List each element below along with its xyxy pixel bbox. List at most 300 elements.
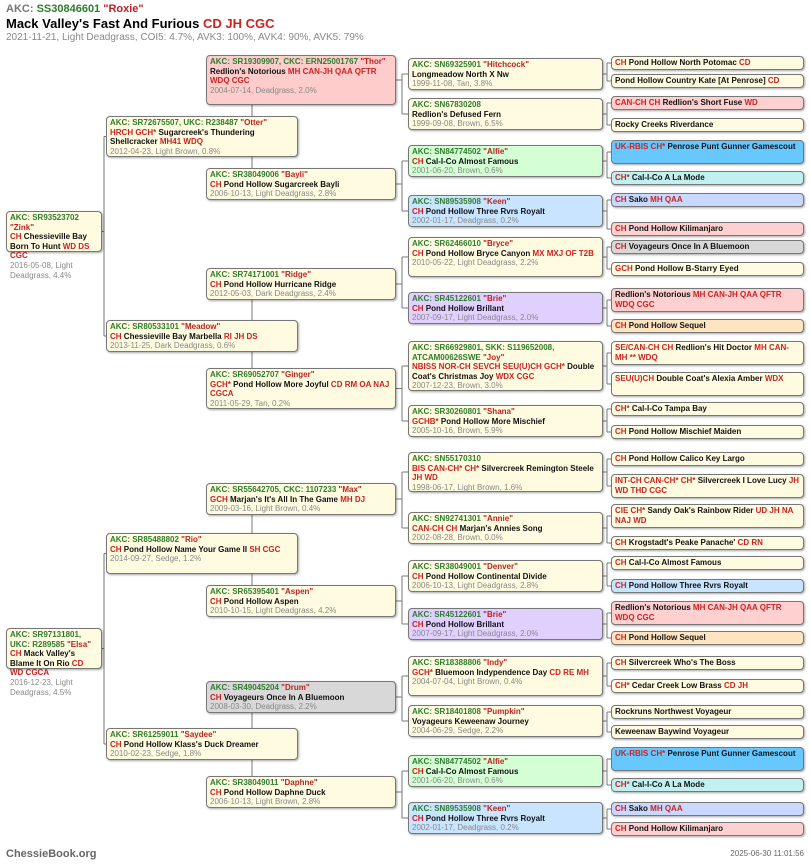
title-suffix: CD RE MH [549,667,589,677]
title-prefix: GCH* [412,667,433,677]
dog-name-line [210,788,392,798]
dog-card-pond-hollow-three-rvrs-royalt[interactable] [611,579,804,593]
dog-name-line [110,128,294,147]
dog-card-voyageurs-keweenaw-journey[interactable] [408,705,603,737]
dog-name-line [210,180,392,190]
dog-card-pond-hollow-bryce-canyon[interactable] [408,237,603,277]
title-suffix: UD JH NA NAJ WD [615,506,794,525]
dog-card-silvercreek-remington-steele[interactable] [408,452,603,492]
title-prefix: CH [615,195,627,204]
registration-number: AKC: SR61259011 [110,730,179,739]
dog-name[interactable]: Pond Hollow Sequel [628,633,706,642]
dog-name[interactable]: Penrose Punt Gunner Gamescout [667,749,796,758]
dog-name-line [210,380,392,399]
call-name: "Brie" [483,610,507,619]
registration [110,322,294,332]
dog-name[interactable]: Marjan's It's All In The Game [230,494,338,504]
dog-name-line [412,304,599,314]
title-prefix: CH [615,538,627,547]
call-name: "Indy" [483,658,508,667]
title-prefix: CIE CH* [615,506,646,515]
dog-card-redlion-s-notorious[interactable] [206,55,396,105]
title-suffix: MH CAN-JH QAA QFTR WDQ CGC [615,603,782,622]
dog-name[interactable]: Sugarcreek's Thundering Shellcracker [110,127,255,147]
dog-name[interactable]: Voyageurs Once In A Bluemoon [628,242,750,251]
dog-name-line [615,427,800,437]
dog-name[interactable]: Keweenaw Baywind Voyageur [615,727,730,736]
dog-name[interactable]: Redlion's Defused Fern [412,109,502,119]
subject-titles: CD JH CGC [202,16,275,31]
dog-name[interactable]: Cal-I-Co A La Mode [631,780,705,789]
dog-card-cal-i-co-a-la-mode[interactable] [611,778,804,792]
title-prefix: CH [615,427,627,436]
title-prefix: CH [210,279,222,289]
dog-name[interactable]: Pond Hollow Three Rvrs Royalt [425,813,545,823]
dog-card-redlion-s-hit-doctor[interactable] [611,341,804,365]
dog-name[interactable]: Double Coat's Christmas Joy [412,362,595,381]
dog-name[interactable]: Pond Hollow Three Rvrs Royalt [628,581,748,590]
registration [210,370,392,380]
dog-card-sandy-oak-s-rainbow-rider[interactable] [611,504,804,528]
dog-name[interactable]: Chessieville Bay Born To Hunt [10,232,87,251]
dog-name[interactable]: Pond Hollow Mischief Maiden [628,427,742,436]
registration [412,294,599,304]
dog-info: 2011-05-29, Tan, 0.2% [210,398,291,408]
dog-name[interactable]: Pond Hollow North Potomac [628,58,737,67]
title-prefix: CH [412,571,424,581]
title-suffix: MH CAN-JH QAA QFTR WDQ CGC [210,66,377,86]
title-suffix: WD [744,98,758,107]
registration [110,118,294,128]
dog-name-line [615,538,800,548]
dog-name[interactable]: Pond Hollow Three Rvrs Royalt [425,206,545,216]
dog-name[interactable]: Pond Hollow B-Starry Eyed [635,264,739,273]
dog-card-cal-i-co-tampa-bay[interactable] [611,402,804,416]
dog-name[interactable]: Pond Hollow Brillant [425,303,505,313]
dog-name[interactable]: Pond Hollow Bryce Canyon [425,248,531,258]
dog-card-silvercreek-i-love-lucy[interactable] [611,474,804,498]
dog-name[interactable]: Cal-I-Co Almost Famous [425,766,519,776]
registration-number: AKC: SR38049011 [210,778,279,787]
dog-name-line [615,558,800,568]
title-suffix: JH WD THD CGC [615,476,800,495]
title-prefix: CH [10,649,22,659]
dog-card-redlion-s-notorious[interactable] [611,601,804,625]
dog-name-line [615,404,800,414]
title-prefix: CH [210,692,222,702]
title-suffix: MH QAA [650,195,683,204]
dog-name-line [615,98,800,108]
dog-card-rocky-creeks-riverdance[interactable] [611,118,804,132]
title-prefix: CH [615,824,627,833]
dog-name[interactable]: Pond Hollow Kilimanjaro [628,824,724,833]
call-name: "Daphne" [280,778,318,787]
registration [412,804,599,814]
dog-name-line [615,581,800,591]
title-prefix: CH* [615,681,630,690]
title-prefix: CH* [615,780,630,789]
dog-name[interactable]: Pond Hollow Sugarcreek Bayli [223,179,340,189]
registration [210,57,392,67]
title-prefix: CH [615,633,627,642]
call-name: "Saydee" [180,730,217,739]
dog-info: 2006-10-13, Light Brown, 2.8% [210,797,321,807]
registration-number: AKC: SN92741301 [412,514,481,523]
title-prefix: GCH* [210,379,231,389]
dog-name-line [210,693,392,703]
dog-name-line [412,767,599,777]
dog-card-redlion-s-short-fuse[interactable] [611,96,804,110]
dog-name[interactable]: Cal-I-Co Almost Famous [628,558,722,567]
title-prefix: HRCH GCH* [110,127,157,137]
dog-name-line [615,321,800,331]
dog-card-cal-i-co-almost-famous[interactable] [611,556,804,570]
title-prefix: CH [110,739,122,749]
title-prefix: CH [615,58,627,67]
dog-name[interactable]: Silvercreek Who's The Boss [628,658,736,667]
dog-name-line [615,603,800,622]
registration-number: AKC: SR74171001 [210,270,279,279]
registration-number: AKC: SR55642705, CKC: 1107233 [210,485,337,494]
subject-name: Mack Valley's Fast And Furious [6,16,200,31]
dog-name-line [615,242,800,252]
dog-card-pond-hollow-sequel[interactable] [611,319,804,333]
dog-name-line [615,749,800,759]
dog-card-pond-hollow-three-rvrs-royalt[interactable] [408,195,603,227]
dog-card-pond-hollow-north-potomac[interactable] [611,56,804,70]
dog-card-bluemoon-indypendence-day[interactable] [408,656,603,696]
dog-name[interactable]: Pond Hollow Kilimanjaro [628,224,724,233]
registration-number: AKC: SR80533101 [110,322,179,331]
dog-name-line [615,454,800,464]
dog-name[interactable]: Chessieville Bay Marbella [123,331,222,341]
title-prefix: UK-RBIS CH* [615,142,666,151]
dog-name-line [615,173,800,183]
dog-name[interactable]: Rocky Creeks Riverdance [615,120,714,129]
call-name: "Denver" [483,562,518,571]
title-suffix: WD DS CGC [10,241,90,261]
registration [210,270,392,280]
dog-info: 2002-08-28, Brown, 0.0% [412,533,503,543]
dog-info: 2016-05-08, Light Deadgrass, 4.4% [10,260,73,280]
dog-name-line [412,464,599,483]
title-suffix: CD WD CGCA [10,658,84,678]
dog-name[interactable]: Pond Hollow Sequel [628,321,706,330]
dog-card-penrose-punt-gunner-gamescout[interactable] [611,140,804,164]
title-prefix: CH [110,331,122,341]
dog-name-line [10,232,98,261]
dog-name-line [615,374,800,384]
dog-card-pond-hollow-klass-s-duck-dreamer[interactable] [106,728,298,760]
title-prefix: INT-CH CAN-CH* CH* [615,476,696,485]
dog-name-line [615,780,800,790]
registration [412,147,599,157]
dog-card-cal-i-co-almost-famous[interactable] [408,145,603,177]
dog-card-redlion-s-defused-fern[interactable] [408,98,603,130]
registration [412,757,599,767]
site-footer[interactable]: ChessieBook.org [6,848,97,860]
title-prefix: CH [210,179,222,189]
dog-card-cedar-creek-low-brass[interactable] [611,679,804,693]
dog-card-pond-hollow-sugarcreek-bayli[interactable] [206,168,396,200]
dog-card-double-coat-s-christmas-joy[interactable] [408,341,603,391]
dog-name[interactable]: Pond Hollow Country Kate [At Penrose] [615,76,766,85]
dog-name-line [615,727,800,737]
dog-name-line [412,110,599,120]
dog-name-line [412,814,599,824]
title-prefix: NBISS NOR-CH SEVCH SEU(U)CH GCH* [412,362,565,372]
dog-name-line [412,207,599,217]
dog-name-line [210,67,392,86]
dog-name-line [412,417,599,427]
dog-card-sugarcreek-s-thundering-shellcracker[interactable] [106,116,298,157]
title-suffix: MH CAN-MH ** WDQ [615,343,789,362]
registration-number: AKC: SR93523702 [10,213,79,222]
dog-card-pond-hollow-daphne-duck[interactable] [206,776,396,808]
dog-name[interactable]: Krogstadt's Peake Panache' [628,538,736,547]
dog-name[interactable]: Sako [628,804,648,813]
dog-info: 1999-09-08, Brown, 6.5% [412,119,503,129]
dog-info: 2010-05-22, Light Deadgrass, 2.2% [412,258,539,268]
dog-name[interactable]: Pond Hollow Brillant [425,619,505,629]
dog-name[interactable]: Cal-I-Co A La Mode [631,173,705,182]
dog-card-pond-hollow-kilimanjaro[interactable] [611,222,804,236]
dog-info: 2008-03-30, Deadgrass, 2.2% [210,702,317,712]
dog-card-pond-hollow-b-starry-eyed[interactable] [611,262,804,276]
dog-name-line [615,343,800,362]
registration [110,730,294,740]
dog-card-pond-hollow-sequel[interactable] [611,631,804,645]
registration [110,535,294,545]
dog-card-pond-hollow-calico-key-largo[interactable] [611,452,804,466]
dog-info: 2009-03-16, Light Brown, 0.4% [210,504,321,514]
dog-name[interactable]: Marjan's Annies Song [459,523,543,533]
dog-card-mack-valley-s-blame-it-on-rio[interactable] [6,628,102,697]
title-prefix: CH [615,224,627,233]
registry-label: AKC: [6,3,34,15]
dog-name[interactable]: Pond Hollow Daphne Duck [223,787,326,797]
dog-card-chessieville-bay-born-to-hunt[interactable] [6,211,102,280]
dog-info: 2016-12-23, Light Deadgrass, 4.5% [10,677,73,697]
call-name: "Zink" [10,222,35,232]
dog-name-line [615,290,800,309]
dog-name[interactable]: Pond Hollow Calico Key Largo [628,454,745,463]
subject-info: 2021-11-21, Light Deadgrass, COI5: 4.7%, AVK3: 100%, AVK4: 90%, AVK5: 79% [6,32,364,43]
dog-info: 2007-09-17, Light Deadgrass, 2.0% [412,313,539,323]
dog-card-sako[interactable] [611,802,804,816]
dog-card-chessieville-bay-marbella[interactable] [106,320,298,352]
registration-number: SS30846601 [36,3,101,15]
title-suffix: WDX CGC [495,371,535,381]
dog-card-pond-hollow-brillant[interactable] [408,608,603,640]
registration-number: AKC: SR72675507, UKC: R238487 [110,118,239,127]
call-name: "Shana" [483,407,515,416]
dog-name[interactable]: Redlion's Hit Doctor [675,343,753,352]
dog-card-pond-hollow-country-kate-at-penrose[interactable] [611,74,804,88]
dog-card-redlion-s-notorious[interactable] [611,288,804,312]
call-name: "Elsa" [66,639,91,649]
title-suffix: MH DJ [340,494,366,504]
registration [412,60,599,70]
dog-name[interactable]: Silvercreek Remington Steele [481,463,594,473]
registration [210,778,392,788]
dog-name-line [412,620,599,630]
dog-name[interactable]: Mack Valley's Blame It On Rio [10,649,76,668]
title-suffix: CD RN [737,538,763,547]
dog-name[interactable]: Sako [628,195,648,204]
dog-name[interactable]: Cal-I-Co Almost Famous [425,156,519,166]
call-name: "Otter" [240,118,267,127]
registration [412,562,599,572]
dog-card-pond-hollow-kilimanjaro[interactable] [611,822,804,836]
call-name: "Alfie" [483,147,509,156]
title-prefix: CH [615,454,627,463]
dog-card-pond-hollow-more-mischief[interactable] [408,405,603,437]
call-name: "Joy" [483,352,505,362]
dog-card-keweenaw-baywind-voyageur[interactable] [611,725,804,739]
registration-number: AKC: SR45122601 [412,610,481,619]
call-name: "Roxie" [103,3,144,15]
dog-name[interactable]: Redlion's Notorious [615,603,691,612]
title-prefix: CH* [615,404,630,413]
title-prefix: CH [210,787,222,797]
dog-name[interactable]: Redlion's Notorious [615,290,691,299]
dog-info: 2007-09-17, Light Deadgrass, 2.0% [412,629,539,639]
registration-number: AKC: SN89535908 [412,197,481,206]
dog-name[interactable]: Double Coat's Alexia Amber [656,374,763,383]
dog-name-line [10,649,98,678]
call-name: "Aspen" [281,587,314,596]
registration-number: AKC: SR66929801, SKK: S119652008, ATCAM00626SWE [412,343,555,362]
registration-number: AKC: SR18388806 [412,658,481,667]
registration-number: AKC: SN84774502 [412,757,481,766]
registration [412,197,599,207]
dog-name[interactable]: Cal-I-Co Tampa Bay [631,404,707,413]
call-name: "Keen" [483,804,511,813]
dog-name[interactable]: Sandy Oak's Rainbow Rider [647,506,754,515]
dog-name-line [615,120,800,130]
registration-number: AKC: SR97131801, UKC: R289585 [10,630,82,649]
dog-name[interactable]: Pond Hollow Aspen [223,596,299,606]
dog-name-line [412,524,599,534]
title-suffix: MH41 WDQ [159,137,203,147]
title-prefix: SEU(U)CH [615,374,655,383]
call-name: "Annie" [483,514,513,523]
dog-card-pond-hollow-continental-divide[interactable] [408,560,603,592]
dog-card-sako[interactable] [611,193,804,207]
title-prefix: CH [412,206,424,216]
dog-name-line [615,681,800,691]
dog-name[interactable]: Pond Hollow Name Your Game II [123,544,248,554]
dog-card-voyageurs-once-in-a-bluemoon[interactable] [611,240,804,254]
call-name: "Bayli" [281,170,308,179]
title-prefix: CH [110,544,122,554]
registration [412,707,599,717]
title-prefix: BIS CAN-CH* CH* [412,463,480,473]
dog-card-penrose-punt-gunner-gamescout[interactable] [611,747,804,771]
call-name: "Rio" [181,535,202,544]
dog-info: 2004-06-29, Sedge, 2.2% [412,726,504,736]
dog-name-line [412,362,599,381]
dog-name-line [615,804,800,814]
dog-card-rockruns-northwest-voyageur[interactable] [611,705,804,719]
dog-card-pond-hollow-brillant[interactable] [408,292,603,324]
dog-name-line [110,332,294,342]
dog-card-cal-i-co-a-la-mode[interactable] [611,171,804,185]
dog-name[interactable]: Bluemoon Indypendence Day [435,667,548,677]
call-name: "Ridge" [281,270,311,279]
registration-number: AKC: SN55170310 [412,454,481,463]
title-prefix: CH [210,596,222,606]
dog-card-pond-hollow-more-joyful[interactable] [206,368,396,409]
title-prefix: CH [615,658,627,667]
dog-card-krogstadt-s-peake-panache[interactable] [611,536,804,550]
dog-card-marjan-s-annies-song[interactable] [408,512,603,544]
dog-name[interactable]: Voyageurs Once In A Bluemoon [223,692,345,702]
dog-name-line [110,545,294,555]
dog-name[interactable]: Pond Hollow More Joyful [233,379,329,389]
dog-name[interactable]: Penrose Punt Gunner Gamescout [667,142,796,151]
dog-name[interactable]: Pond Hollow Continental Divide [425,571,547,581]
dog-card-double-coat-s-alexia-amber[interactable] [611,372,804,396]
dog-card-pond-hollow-mischief-maiden[interactable] [611,425,804,439]
dog-name[interactable]: Pond Hollow More Mischief [440,416,545,426]
dog-name[interactable]: Silvercreek I Love Lucy [697,476,787,485]
registration [412,454,599,464]
dog-card-pond-hollow-name-your-game-ii[interactable] [106,533,298,574]
dog-info: 2013-11-25, Dark Deadgrass, 0.6% [110,341,236,351]
dog-name-line [615,824,800,834]
call-name: "Keen" [483,197,511,206]
dog-name-line [412,157,599,167]
dog-name[interactable]: Rockruns Northwest Voyageur [615,707,732,716]
registration-number: AKC: SR85488802 [110,535,179,544]
dog-name-line [412,572,599,582]
registration [10,630,98,649]
dog-card-silvercreek-who-s-the-boss[interactable] [611,656,804,670]
dog-info: 1998-06-17, Light Brown, 1.6% [412,482,523,492]
dog-card-marjan-s-it-s-all-in-the-game[interactable] [206,483,396,515]
dog-name[interactable]: Redlion's Notorious [210,66,286,76]
registration [412,343,599,362]
title-suffix: CD [767,76,780,85]
title-prefix: UK-RBIS CH* [615,749,666,758]
dog-name[interactable]: Voyageurs Keweenaw Journey [412,716,529,726]
dog-info: 2005-10-16, Brown, 5.9% [412,426,503,436]
call-name: "Alfie" [483,757,509,766]
title-prefix: CH [615,581,627,590]
dog-name[interactable]: Pond Hollow Klass's Duck Dreamer [123,739,259,749]
dog-card-longmeadow-north-x-nw[interactable] [408,58,603,90]
dog-name[interactable]: Longmeadow North X Nw [412,69,509,79]
dog-card-pond-hollow-hurricane-ridge[interactable] [206,268,396,300]
dog-card-voyageurs-once-in-a-bluemoon[interactable] [206,681,396,713]
dog-name-line [615,264,800,274]
registration-number: AKC: SR18401808 [412,707,481,716]
dog-name[interactable]: Pond Hollow Hurricane Ridge [223,279,337,289]
dog-card-cal-i-co-almost-famous[interactable] [408,755,603,787]
title-suffix: MH CAN-JH QAA QFTR WDQ CGC [615,290,782,309]
dog-name-line [615,142,800,152]
dog-name[interactable]: Redlion's Short Fuse [662,98,743,107]
dog-card-pond-hollow-aspen[interactable] [206,585,396,617]
registration [412,100,599,110]
dog-name-line [615,58,800,68]
dog-name[interactable]: Cedar Creek Low Brass [631,681,722,690]
dog-card-pond-hollow-three-rvrs-royalt[interactable] [408,802,603,834]
title-prefix: CH* [615,173,630,182]
registration [10,213,98,232]
